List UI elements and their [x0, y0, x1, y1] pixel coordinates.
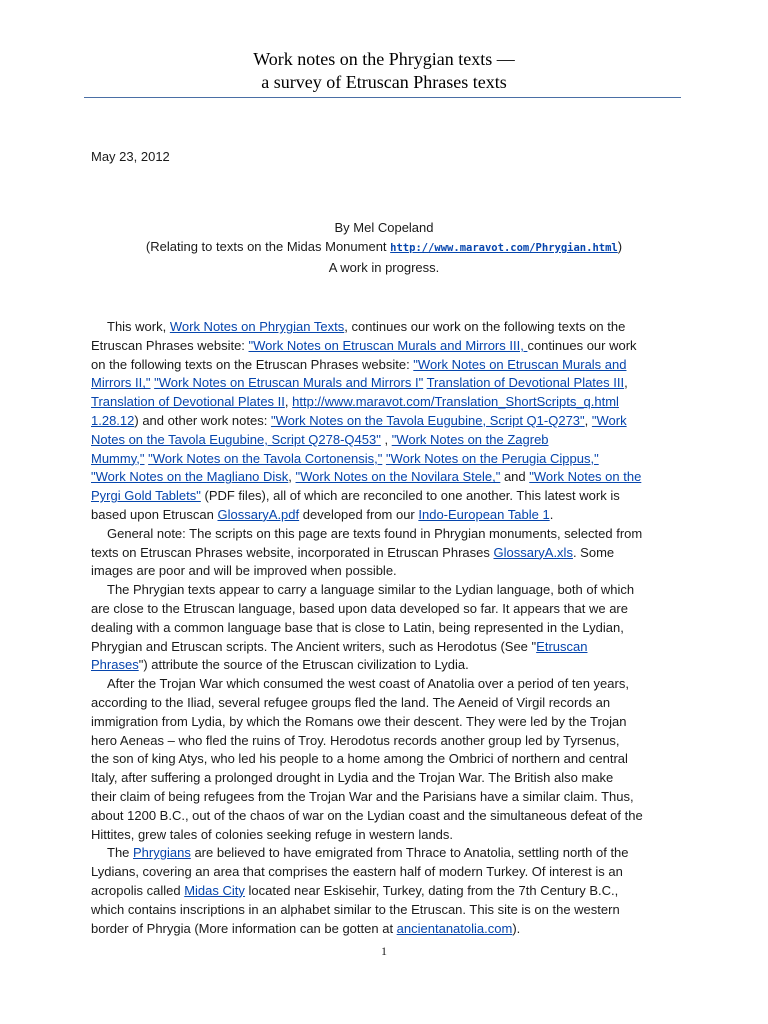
link-novilara-stele[interactable]: "Work Notes on the Novilara Stele," [295, 469, 501, 485]
body-line: Lydians, covering an area that comprises the eastern half of modern Turkey. Of interest is an [91, 864, 623, 880]
body-line: which contains inscriptions in an alphabet similar to the Etruscan. This site is on the western [91, 901, 620, 917]
page-number: 1 [381, 944, 387, 958]
link-tavola-q278[interactable]: "Work [591, 412, 627, 428]
link-short-scripts[interactable]: http://www.maravot.com/Translation_ShortScripts_q.html [292, 394, 619, 410]
document-date: May 23, 2012 [91, 149, 170, 164]
body-line: Italy, after suffering a prolonged drought in Lydia and the Trojan War. The British also make [91, 770, 614, 786]
body-line: This work, Work Notes on Phrygian Texts, continues our work on the following texts on the [107, 319, 626, 334]
link-pyrgi-gold-tablets[interactable]: "Work Notes on the [529, 469, 642, 485]
link-murals-mirrors-iii[interactable]: "Work Notes on Etruscan Murals and Mirrors III, [248, 337, 528, 353]
link-devotional-plates-iii[interactable]: Translation of Devotional Plates III [426, 375, 625, 391]
title-line-2: a survey of Etruscan Phrases texts [261, 72, 507, 92]
title-divider [84, 97, 681, 98]
body-line: the son of king Atys, who led his people to a home among the Ombrici of northern and central [91, 751, 628, 767]
body-line: Phrygian and Etruscan scripts. The Ancient writers, such as Herodotus (See "Etruscan [91, 638, 588, 654]
relating-line: (Relating to texts on the Midas Monument http://www.maravot.com/Phrygian.html) [145, 239, 623, 254]
body-line: dealing with a common language base that is close to Latin, being represented in the Lydian, [91, 619, 624, 635]
link-short-scripts-date[interactable]: 1.28.12 [91, 412, 135, 428]
link-tavola-q278-cont[interactable]: Notes on the Tavola Eugubine, Script Q278-Q453" [91, 431, 381, 447]
body-line: Mirrors II," "Work Notes on Etruscan Murals and Mirrors I" Translation of Devotional Plates III, [91, 375, 628, 391]
link-ancientanatolia[interactable]: ancientanatolia.com [396, 920, 513, 936]
body-line: texts on Etruscan Phrases website, incorporated in Etruscan Phrases GlossaryA.xls. Some [91, 544, 615, 560]
document-body [91, 318, 681, 938]
body-line: The Phrygians are believed to have emigrated from Thrace to Anatolia, settling north of the [107, 845, 629, 861]
link-murals-mirrors-ii-cont[interactable]: Mirrors II," [91, 375, 151, 391]
link-zagreb-mummy[interactable]: "Work Notes on the Zagreb [391, 431, 549, 447]
body-line: Hittites, grew tales of colonies seeking refuge in western lands. [91, 826, 454, 842]
link-glossary-pdf[interactable]: GlossaryA.pdf [217, 506, 300, 522]
status-line: A work in progress. [328, 260, 440, 275]
byline [0, 218, 768, 277]
link-zagreb-mummy-cont[interactable]: Mummy," [91, 450, 145, 466]
link-devotional-plates-ii[interactable]: Translation of Devotional Plates II [91, 394, 285, 410]
link-work-notes-phrygian[interactable]: Work Notes on Phrygian Texts [169, 319, 345, 334]
author: By Mel Copeland [334, 220, 434, 235]
title-line-1: Work notes on the Phrygian texts — [253, 49, 515, 69]
body-line: images are poor and will be improved when possible. [91, 563, 397, 579]
body-line: Notes on the Tavola Eugubine, Script Q278-Q453" , "Work Notes on the Zagreb [91, 431, 549, 447]
document-title [0, 48, 768, 94]
body-line: according to the Iliad, several refugee groups fled the land. The Aeneid of Virgil records an [91, 694, 611, 710]
link-midas-city[interactable]: Midas City [184, 882, 245, 898]
link-glossary-xls[interactable]: GlossaryA.xls [493, 544, 573, 560]
body-line: General note: The scripts on this page are texts found in Phrygian monuments, selected from [107, 525, 643, 541]
body-line: border of Phrygia (More information can be gotten at ancientanatolia.com). [91, 920, 521, 936]
body-line: After the Trojan War which consumed the west coast of Anatolia over a period of ten years, [107, 676, 629, 692]
link-perugia-cippus[interactable]: "Work Notes on the Perugia Cippus," [385, 450, 599, 466]
body-line [91, 450, 681, 469]
body-line: Phrases") attribute the source of the Etruscan civilization to Lydia. [91, 657, 469, 673]
link-pyrgi-gold-tablets-cont[interactable]: Pyrgi Gold Tablets" [91, 488, 201, 504]
phrygian-link[interactable]: http://www.maravot.com/Phrygian.html [390, 242, 618, 254]
body-line: acropolis called Midas City located near Eskisehir, Turkey, dating from the 7th Century B.C., [91, 882, 619, 898]
link-indo-european-table[interactable]: Indo-European Table 1 [418, 506, 550, 522]
body-line: are close to the Etruscan language, based upon data developed so far. It appears that we are [91, 600, 628, 616]
body-line: 1.28.12) and other work notes: "Work Notes on the Tavola Eugubine, Script Q1-Q273", "Work [91, 412, 627, 428]
body-line: Etruscan Phrases website: "Work Notes on Etruscan Murals and Mirrors III, continues our work [91, 337, 637, 353]
link-phrygians[interactable]: Phrygians [133, 845, 191, 861]
link-tavola-cortonensis[interactable]: "Work Notes on the Tavola Cortonensis," [148, 450, 383, 466]
body-line: Translation of Devotional Plates II, http://www.maravot.com/Translation_ShortScripts_q.html [91, 394, 619, 410]
link-murals-mirrors-ii[interactable]: "Work Notes on Etruscan Murals and [413, 356, 627, 372]
body-line: about 1200 B.C., out of the chaos of war on the Lydian coast and the simultaneous defeat of the [91, 807, 643, 823]
body-line: based upon Etruscan GlossaryA.pdf developed from our Indo-European Table 1. [91, 506, 554, 522]
link-magliano-disk[interactable]: "Work Notes on the Magliano Disk [91, 469, 289, 485]
link-etruscan-phrases-cont[interactable]: Phrases [91, 657, 139, 673]
body-line: hero Aeneas – who fled the ruins of Troy. Herodotus records another group led by Tyrsenus, [91, 732, 620, 748]
body-line: Pyrgi Gold Tablets" (PDF files), all of which are reconciled to one another. This latest work is [91, 488, 620, 504]
body-line: immigration from Lydia, by which the Romans owe their descent. They were led by the Trojan [91, 713, 627, 729]
link-murals-mirrors-i[interactable]: "Work Notes on Etruscan Murals and Mirrors I" [154, 375, 424, 391]
body-line: The Phrygian texts appear to carry a language similar to the Lydian language, both of which [107, 582, 635, 598]
body-line: their claim of being refugees from the Trojan War and the Parisians have a similar claim. Thus, [91, 788, 634, 804]
body-line: "Work Notes on the Magliano Disk, "Work Notes on the Novilara Stele," and "Work Notes on the [91, 469, 642, 485]
body-line: on the following texts on the Etruscan Phrases website: "Work Notes on Etruscan Murals and [91, 356, 627, 372]
link-tavola-q1[interactable]: "Work Notes on the Tavola Eugubine, Script Q1-Q273" [270, 412, 585, 428]
link-etruscan-phrases[interactable]: Etruscan [536, 638, 588, 654]
